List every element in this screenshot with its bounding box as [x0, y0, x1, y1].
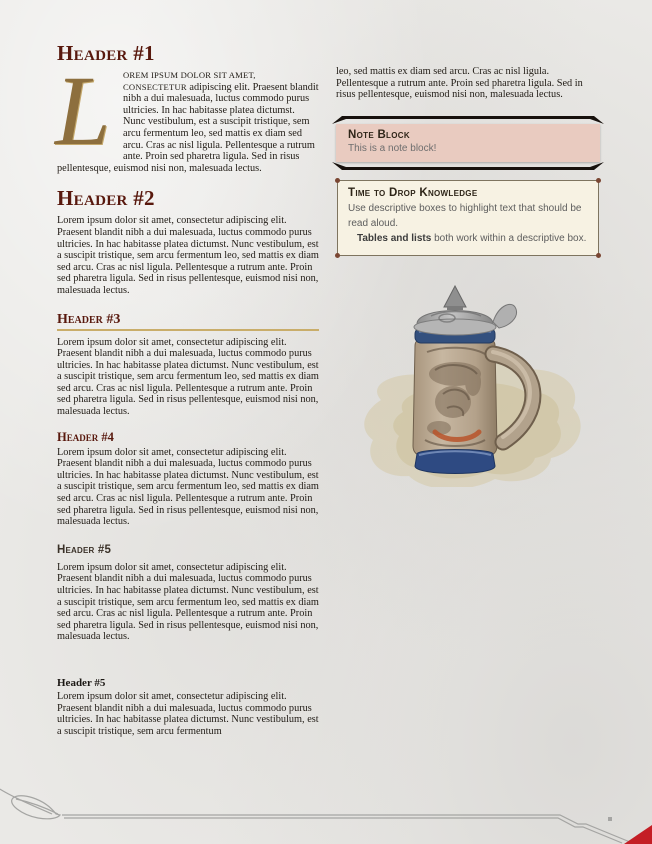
paragraph-5: Lorem ipsum dolor sit amet, consectetur adipiscing elit. Praesent blandit nibh a dui malesuada, luctus commodo purus ultricies. In hac habitasse platea dictumst. Nunc vestibulum, est a suscipit tristique, sem arcu fermentum leo, sed mattis ex diam sed arcu. Cras ac nisl ligula. Pellentesque a rutrum ante. Proin sed pharetra ligula. Sed in risus pellentesque, euismod nisi non, malesuada lectus. [57, 561, 319, 643]
header-4: Header #4 [57, 429, 114, 444]
header-5: Header #5 [57, 543, 112, 556]
descriptive-box-title: Time to Drop Knowledge [348, 186, 478, 199]
descriptive-box-line2 [348, 231, 588, 246]
footer-ornament [0, 782, 652, 844]
paragraph-4: Lorem ipsum dolor sit amet, consectetur adipiscing elit. Praesent blandit nibh a dui malesuada, luctus commodo purus ultricies. In hac habitasse platea dictumst. Nunc vestibulum, est a suscipit tristique, sem arcu fermentum leo, sed mattis ex diam sed arcu. Cras ac nisl ligula. Pellentesque a rutrum ante. Proin sed pharetra ligula. Sed in risus pellentesque, euismod nisi non, malesuada lectus. [57, 446, 319, 528]
footer-square-dot [608, 817, 612, 821]
beer-stein-illustration [343, 282, 593, 487]
drop-cap-letter: L [55, 55, 111, 166]
descriptive-box-line1: Use descriptive boxes to highlight text that should be read aloud. [348, 202, 582, 229]
paragraph-1-text: adipiscing elit. Praesent blandit nibh a dui malesuada, luctus commodo purus ultricies. In hac habitasse platea dictumst. Nunc vestibulum, est a suscipit tristique, sem arcu fermentum leo, sed mattis ex diam sed arcu. Cras ac nisl ligula. Pellentesque a rutrum ante. Proin sed pharetra ligula. Sed in risus pellentesque, euismod nisi non, malesuada lectus. [57, 81, 319, 174]
header-2: Header #2 [57, 186, 155, 211]
footer-rule-top [62, 815, 630, 842]
corner-dot-icon [596, 178, 601, 183]
note-block [336, 116, 600, 170]
note-content [336, 124, 600, 162]
paragraph-3: Lorem ipsum dolor sit amet, consectetur adipiscing elit. Praesent blandit nibh a dui malesuada, luctus commodo purus ultricies. In hac habitasse platea dictumst. Nunc vestibulum, est a suscipit tristique, sem arcu fermentum leo, sed mattis ex diam sed arcu. Cras ac nisl ligula. Pellentesque a rutrum ante. Proin sed pharetra ligula. Sed in risus pellentesque, euismod nisi non, malesuada lectus. [57, 336, 319, 418]
right-column [336, 42, 600, 737]
paragraph-2: Lorem ipsum dolor sit amet, consectetur adipiscing elit. Praesent blandit nibh a dui malesuada, luctus commodo purus ultricies. In hac habitasse platea dictumst. Nunc vestibulum, est a suscipit tristique, sem arcu fermentum leo, sed mattis ex diam sed arcu. Cras ac nisl ligula. Pellentesque a rutrum ante. Proin sed pharetra ligula. Sed in risus pellentesque, euismod nisi non, malesuada lectus. [57, 215, 319, 296]
page-corner-red-triangle-icon [624, 825, 652, 844]
header-5-bold: Header #5 [57, 676, 106, 689]
note-title: Note Block [348, 128, 410, 141]
note-border-top [332, 116, 604, 124]
header-1: Header #1 [57, 41, 155, 65]
descriptive-box [337, 180, 599, 256]
descriptive-line2-rest: both work within a descriptive box. [431, 232, 587, 244]
note-border-bottom [332, 162, 604, 170]
header-3: Header #3 [57, 312, 319, 331]
paragraph-6: Lorem ipsum dolor sit amet, consectetur adipiscing elit. Praesent blandit nibh a dui malesuada, luctus commodo purus ultricies. In hac habitasse platea dictumst. Nunc vestibulum, est a suscipit tristique, sem arcu fermentum [57, 690, 319, 737]
corner-dot-icon [335, 253, 340, 258]
corner-dot-icon [335, 178, 340, 183]
left-column [57, 42, 319, 737]
paragraph-dropcap [55, 55, 319, 174]
descriptive-bold-lead: Tables and lists [357, 232, 432, 244]
corner-dot-icon [596, 253, 601, 258]
beer-stein-svg [343, 282, 593, 487]
footer-rule-bottom [64, 818, 622, 843]
note-text: This is a note block! [348, 142, 437, 154]
continuation-paragraph: leo, sed mattis ex diam sed arcu. Cras ac nisl ligula. Pellentesque a rutrum ante. Proin sed pharetra ligula. Sed in risus pellentesque, euismod nisi non, malesuada lectus. [336, 66, 583, 101]
lead-smallcaps-text: OREM IPSUM DOLOR SIT AMET, CONSECTETUR [123, 70, 256, 92]
